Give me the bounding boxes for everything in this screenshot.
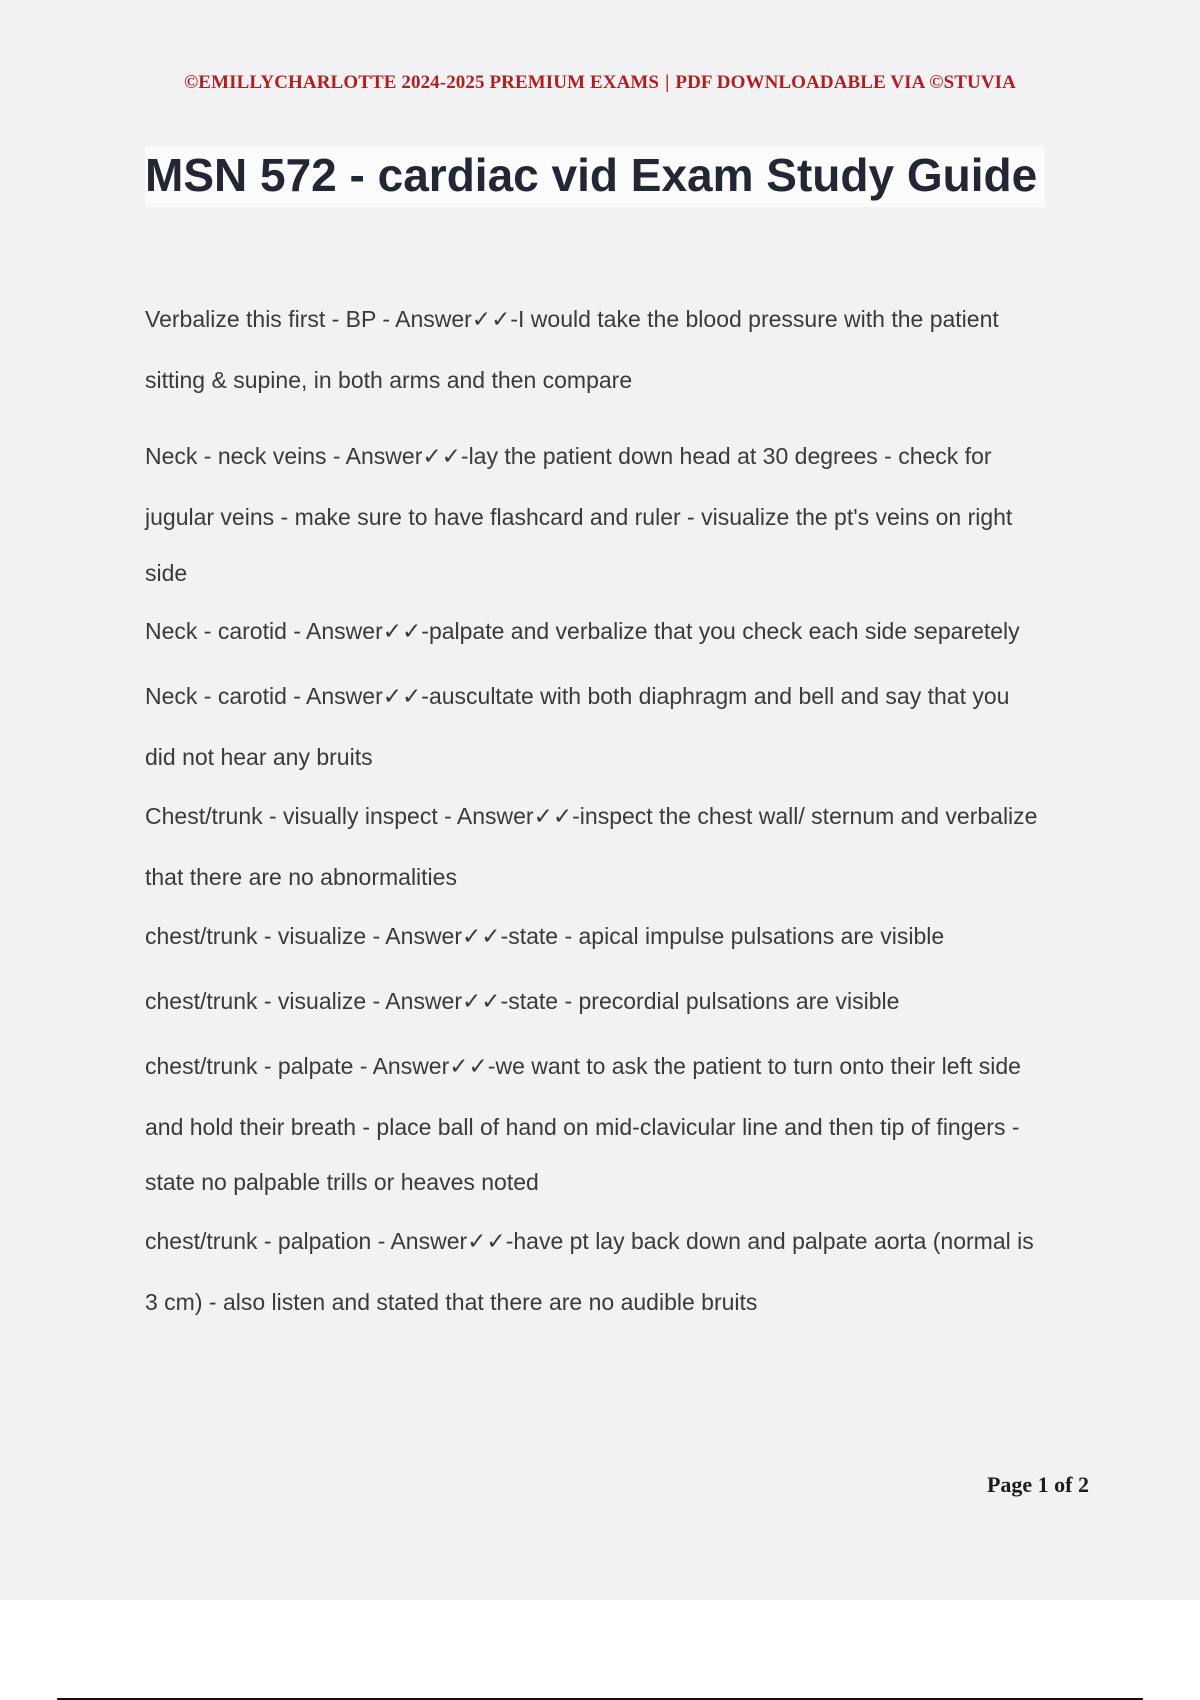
qa-line: did not hear any bruits (145, 744, 373, 770)
qa-line: Verbalize this first - BP - Answer✓✓-I would take the blood pressure with the patient (145, 306, 999, 332)
qa-line: Chest/trunk - visually inspect - Answer✓✓-inspect the chest wall/ sternum and verbalize (145, 803, 1038, 829)
copyright-header (0, 72, 1200, 94)
qa-line: state no palpable trills or heaves noted (145, 1169, 539, 1195)
qa-line: jugular veins - make sure to have flashcard and ruler - visualize the pt's veins on right (145, 504, 1013, 530)
header-left: ©EMILLYCHARLOTTE 2024-2025 PREMIUM EXAMS (184, 72, 660, 93)
document-title: MSN 572 - cardiac vid Exam Study Guide (145, 146, 1045, 207)
qa-line: Neck - carotid - Answer✓✓-auscultate with both diaphragm and bell and say that you (145, 683, 1010, 709)
header-right: PDF DOWNLOADABLE VIA ©STUVIA (675, 72, 1016, 93)
qa-line: and hold their breath - place ball of hand on mid-clavicular line and then tip of fingers - (145, 1114, 1020, 1140)
qa-line: chest/trunk - visualize - Answer✓✓-state - precordial pulsations are visible (145, 988, 900, 1014)
qa-line: chest/trunk - palpate - Answer✓✓-we want to ask the patient to turn onto their left side (145, 1053, 1021, 1079)
qa-line: 3 cm) - also listen and stated that there are no audible bruits (145, 1289, 758, 1315)
qa-line: chest/trunk - visualize - Answer✓✓-state - apical impulse pulsations are visible (145, 923, 945, 949)
qa-line: Neck - neck veins - Answer✓✓-lay the patient down head at 30 degrees - check for (145, 443, 992, 469)
page-number: Page 1 of 2 (986, 1472, 1089, 1497)
header-separator: | (665, 72, 670, 93)
qa-line: chest/trunk - palpation - Answer✓✓-have pt lay back down and palpate aorta (normal is (145, 1228, 1034, 1254)
qa-line: Neck - carotid - Answer✓✓-palpate and verbalize that you check each side separetely (145, 618, 1020, 644)
qa-line: side (145, 560, 188, 586)
qa-line: sitting & supine, in both arms and then compare (145, 367, 633, 393)
qa-line: that there are no abnormalities (145, 864, 457, 890)
